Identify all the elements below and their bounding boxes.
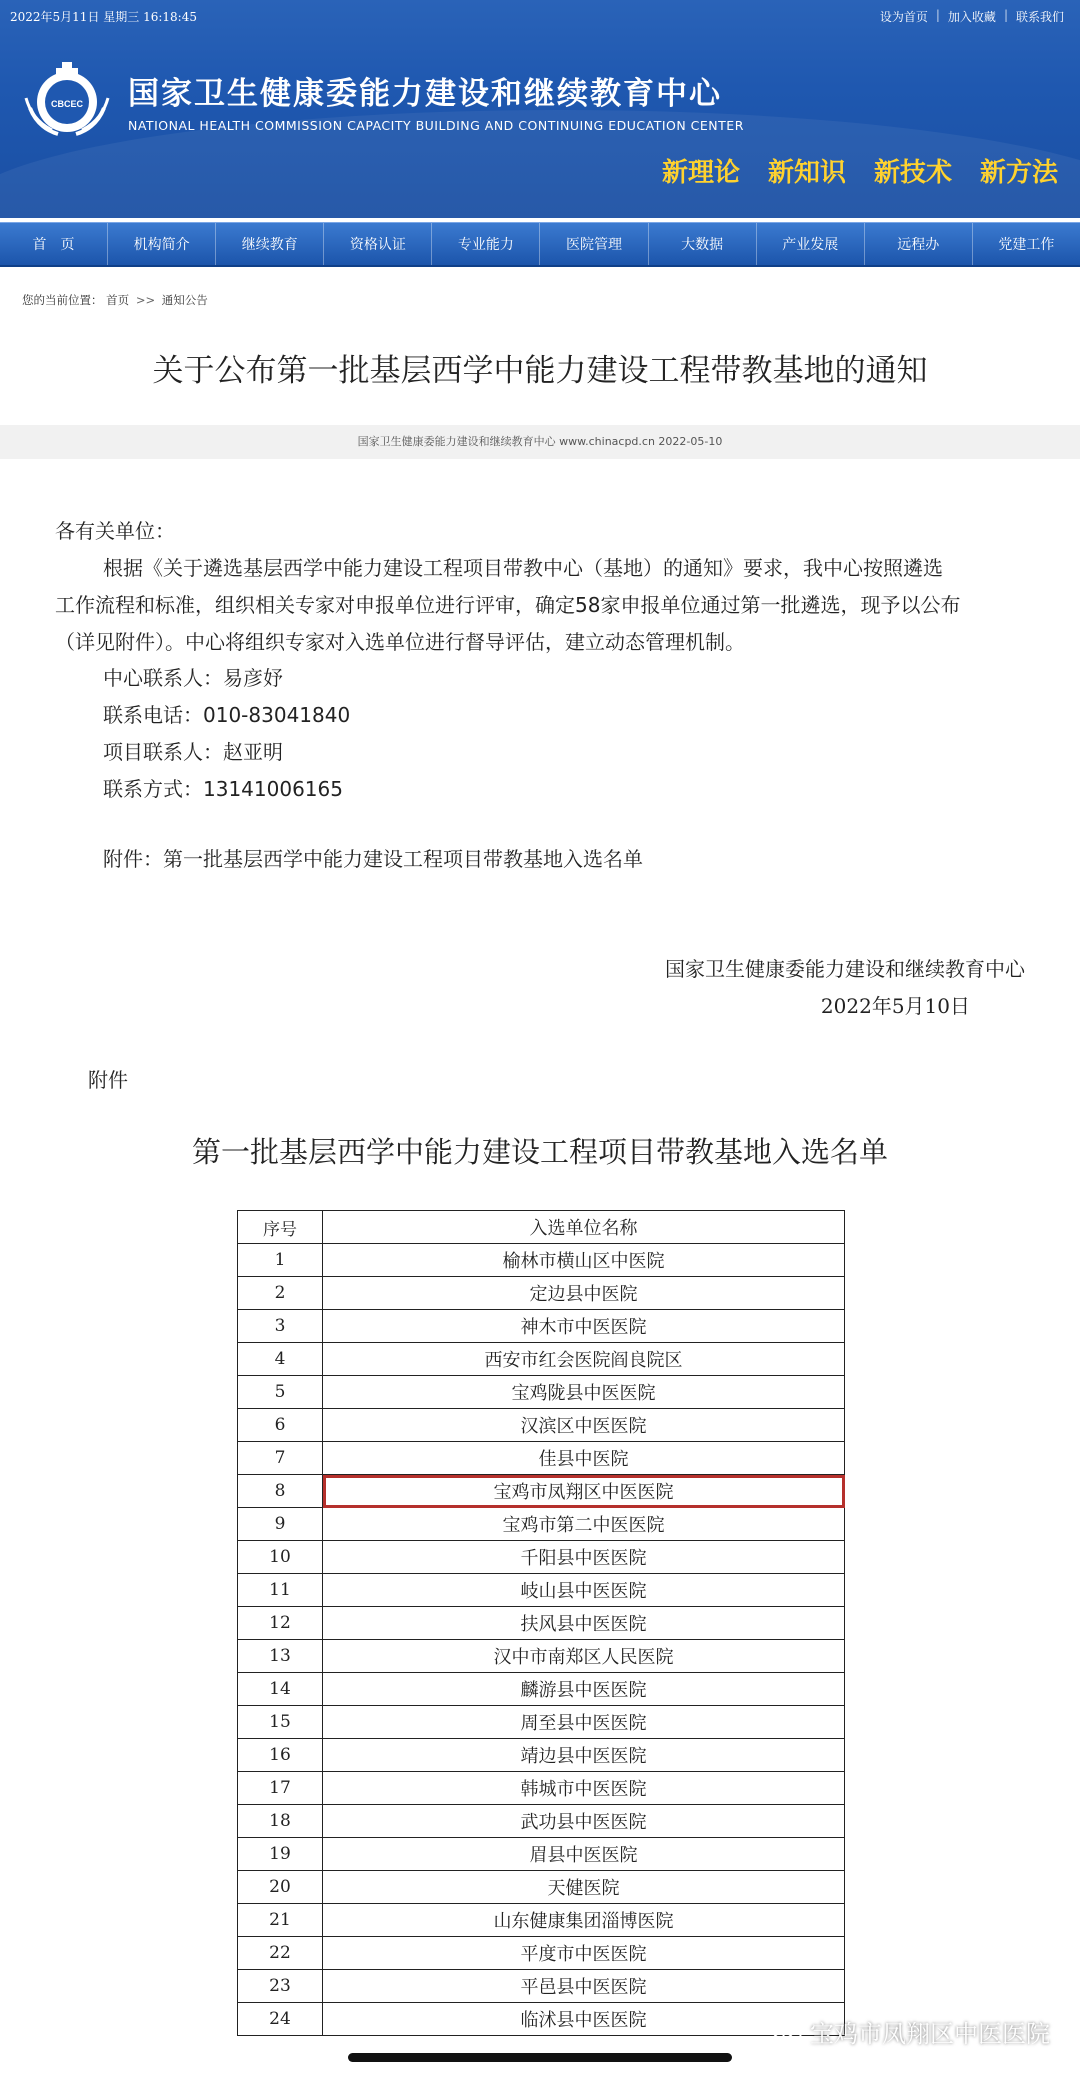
row-number: 14 — [238, 1673, 323, 1706]
project-contact: 项目联系人：赵亚明 — [103, 740, 283, 764]
row-number: 3 — [238, 1310, 323, 1343]
row-unit-name: 山东健康集团淄博医院 — [323, 1904, 845, 1937]
row-unit-name: 汉中市南郑区人民医院 — [323, 1640, 845, 1673]
column-header-name: 入选单位名称 — [323, 1211, 845, 1244]
row-number: 22 — [238, 1937, 323, 1970]
row-number: 4 — [238, 1343, 323, 1376]
svg-text:CBCEC: CBCEC — [50, 99, 84, 109]
article-meta: 国家卫生健康委能力建设和继续教育中心 www.chinacpd.cn 2022-05-10 — [0, 425, 1080, 459]
signature: 国家卫生健康委能力建设和继续教育中心 — [665, 957, 1025, 981]
row-unit-name: 榆林市横山区中医院 — [323, 1244, 845, 1277]
nav-home[interactable]: 首 页 — [0, 223, 108, 265]
row-number: 24 — [238, 2003, 323, 2036]
table-row — [238, 1376, 845, 1409]
row-number: 21 — [238, 1904, 323, 1937]
row-unit-name: 定边县中医院 — [323, 1277, 845, 1310]
table-row — [238, 1970, 845, 2003]
row-number: 16 — [238, 1739, 323, 1772]
table-row — [238, 1277, 845, 1310]
body-paragraph — [55, 550, 1035, 661]
row-number: 18 — [238, 1805, 323, 1838]
table-header-row — [238, 1211, 845, 1244]
topbar-links — [880, 8, 1064, 25]
watermark-text: 宝鸡市凤翔区中医医院 — [810, 2020, 1050, 2048]
table-row — [238, 1772, 845, 1805]
topbar-datetime: 2022年5月11日 星期三 16:18:45 — [10, 10, 197, 24]
row-number: 17 — [238, 1772, 323, 1805]
row-unit-name: 天健医院 — [323, 1871, 845, 1904]
table-row — [238, 1739, 845, 1772]
slogan: 新技术 — [873, 158, 952, 188]
row-number: 20 — [238, 1871, 323, 1904]
table-row — [238, 1475, 845, 1508]
table-row — [238, 1937, 845, 1970]
nav-party-work[interactable]: 党建工作 — [998, 237, 1055, 253]
nav-professional-ability[interactable]: 专业能力 — [432, 223, 540, 265]
row-unit-name: 周至县中医医院 — [323, 1706, 845, 1739]
row-number: 12 — [238, 1607, 323, 1640]
wechat-icon — [772, 2019, 802, 2045]
center-contact: 中心联系人：易彦妤 — [103, 666, 283, 690]
row-number: 9 — [238, 1508, 323, 1541]
nav-industry[interactable]: 产业发展 — [757, 223, 865, 265]
slogan: 新知识 — [767, 158, 846, 188]
table-row — [238, 1838, 845, 1871]
breadcrumb — [22, 292, 208, 308]
table-row — [238, 1343, 845, 1376]
table-row — [238, 1805, 845, 1838]
row-unit-name: 宝鸡市凤翔区中医医院 — [323, 1475, 845, 1508]
row-number: 1 — [238, 1244, 323, 1277]
set-homepage-link[interactable]: 设为首页 — [879, 10, 928, 24]
add-favorite-link[interactable]: 加入收藏 — [947, 10, 996, 24]
site-header — [0, 0, 1080, 218]
row-number: 10 — [238, 1541, 323, 1574]
signature-date: 2022年5月10日 — [820, 994, 970, 1018]
divider: | — [935, 8, 940, 22]
body-line: （详见附件）。中心将组织专家对入选单位进行督导评估，建立动态管理机制。 — [55, 630, 745, 654]
breadcrumb-home[interactable]: 首页 — [106, 293, 130, 307]
salutation: 各有关单位： — [55, 519, 175, 543]
row-number: 23 — [238, 1970, 323, 2003]
cbcec-logo-icon[interactable] — [18, 58, 116, 140]
nav-remote-office[interactable]: 远程办 — [865, 223, 973, 265]
site-subtitle: NATIONAL HEALTH COMMISSION CAPACITY BUILDING AND CONTINUING EDUCATION CENTER — [128, 118, 744, 133]
row-unit-name: 平度市中医医院 — [323, 1937, 845, 1970]
slogan: 新理论 — [661, 158, 740, 188]
table-body — [238, 1244, 845, 2036]
site-title: 国家卫生健康委能力建设和继续教育中心 — [128, 76, 722, 112]
watermark — [772, 2014, 1050, 2049]
breadcrumb-current[interactable]: 通知公告 — [161, 293, 208, 307]
row-unit-name: 平邑县中医医院 — [323, 1970, 845, 2003]
body-line: 根据《关于遴选基层西学中能力建设工程项目带教中心（基地）的通知》要求，我中心按照遴选 — [103, 556, 943, 580]
row-unit-name: 神木市中医医院 — [323, 1310, 845, 1343]
nav-continuing-education[interactable]: 继续教育 — [216, 223, 324, 265]
nav-hospital-management[interactable]: 医院管理 — [540, 223, 648, 265]
row-unit-name: 麟游县中医医院 — [323, 1673, 845, 1706]
row-unit-name: 西安市红会医院阎良院区 — [323, 1343, 845, 1376]
row-number: 6 — [238, 1409, 323, 1442]
table-row — [238, 1442, 845, 1475]
table-row — [238, 1871, 845, 1904]
row-number: 5 — [238, 1376, 323, 1409]
row-unit-name: 岐山县中医医院 — [323, 1574, 845, 1607]
selection-table — [237, 1210, 845, 2036]
row-number: 8 — [238, 1475, 323, 1508]
breadcrumb-separator: >> — [135, 293, 156, 307]
row-unit-name: 眉县中医医院 — [323, 1838, 845, 1871]
table-row — [238, 1640, 845, 1673]
row-unit-name: 宝鸡陇县中医医院 — [323, 1376, 845, 1409]
divider: | — [1003, 8, 1008, 22]
column-header-number: 序号 — [238, 1211, 323, 1244]
row-unit-name: 武功县中医医院 — [323, 1805, 845, 1838]
row-number: 13 — [238, 1640, 323, 1673]
table-row — [238, 1673, 845, 1706]
project-phone: 联系方式：13141006165 — [103, 777, 343, 801]
breadcrumb-prefix: 您的当前位置： — [22, 293, 103, 307]
row-unit-name: 扶风县中医医院 — [323, 1607, 845, 1640]
row-number: 7 — [238, 1442, 323, 1475]
row-unit-name: 临沭县中医医院 — [323, 2003, 845, 2036]
table-row — [238, 1310, 845, 1343]
table-row — [238, 1607, 845, 1640]
row-number: 2 — [238, 1277, 323, 1310]
home-indicator[interactable] — [348, 2053, 732, 2062]
contact-us-link[interactable]: 联系我们 — [1015, 10, 1064, 24]
table-row — [238, 1904, 845, 1937]
table-row — [238, 1706, 845, 1739]
main-nav — [0, 222, 1080, 267]
appendix-label: 附件 — [88, 1068, 128, 1092]
table-row — [238, 1574, 845, 1607]
row-unit-name: 汉滨区中医医院 — [323, 1409, 845, 1442]
row-number: 15 — [238, 1706, 323, 1739]
row-unit-name: 千阳县中医医院 — [323, 1541, 845, 1574]
table-row — [238, 1409, 845, 1442]
table-row — [238, 1244, 845, 1277]
row-number: 11 — [238, 1574, 323, 1607]
nav-certification[interactable]: 资格认证 — [324, 223, 432, 265]
appendix-title: 第一批基层西学中能力建设工程项目带教基地入选名单 — [191, 1135, 888, 1169]
row-unit-name: 佳县中医院 — [323, 1442, 845, 1475]
nav-big-data[interactable]: 大数据 — [649, 223, 757, 265]
body-line: 工作流程和标准，组织相关专家对申报单位进行评审，确定58家申报单位通过第一批遴选，现予以公布 — [55, 593, 961, 617]
row-unit-name: 宝鸡市第二中医医院 — [323, 1508, 845, 1541]
attachment-link[interactable]: 附件：第一批基层西学中能力建设工程项目带教基地入选名单 — [103, 847, 643, 871]
table-row — [238, 1508, 845, 1541]
page-title: 关于公布第一批基层西学中能力建设工程带教基地的通知 — [152, 353, 928, 389]
row-unit-name: 靖边县中医医院 — [323, 1739, 845, 1772]
slogans — [662, 152, 1058, 189]
nav-about[interactable]: 机构简介 — [108, 223, 216, 265]
center-phone: 联系电话：010-83041840 — [103, 703, 351, 727]
row-number: 19 — [238, 1838, 323, 1871]
table-row — [238, 2003, 845, 2036]
slogan: 新方法 — [979, 158, 1058, 188]
table-row — [238, 1541, 845, 1574]
row-unit-name: 韩城市中医医院 — [323, 1772, 845, 1805]
